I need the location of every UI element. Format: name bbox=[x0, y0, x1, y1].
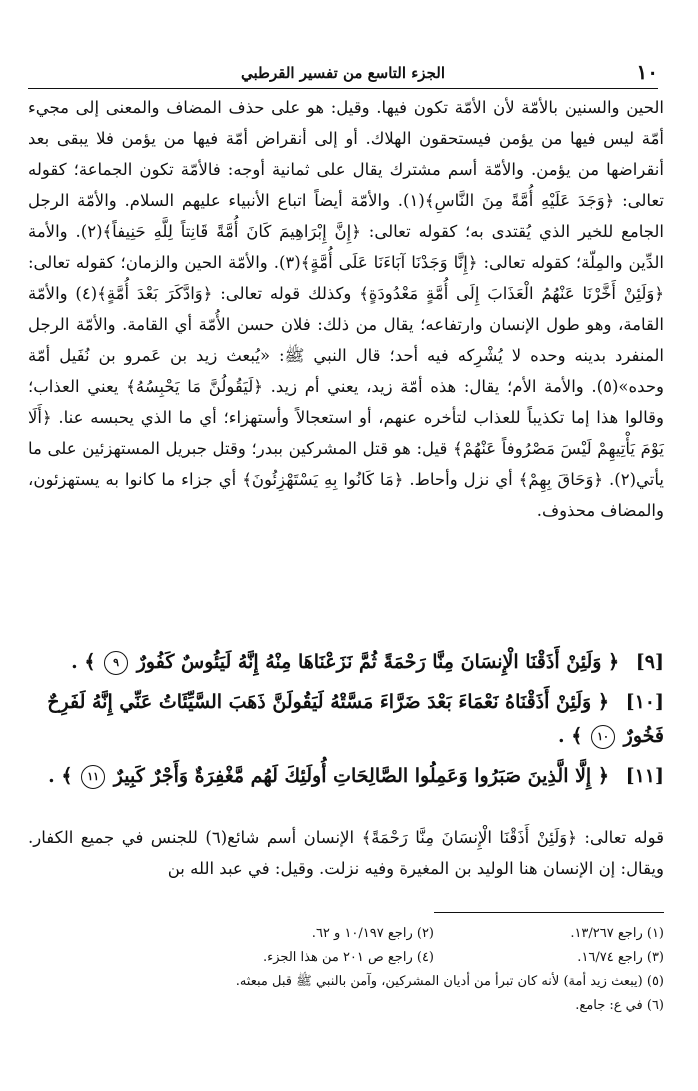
verse-number: [٩] bbox=[635, 651, 664, 673]
footnote-3: (٣) راجع ١٦/٧٤. bbox=[577, 950, 664, 965]
footnote-5: (٥) (يبعث زيد أمة) لأنه كان تبرأ من أديان المشركين، وآمن بالنبي ﷺ قبل مبعثه. bbox=[235, 974, 664, 989]
verse-text: ﴿ وَلَئِنْ أَذَقْنَاهُ نَعْمَاءَ بَعْدَ ضَرَّاءَ مَسَّتْهُ لَيَقُولَنَّ ذَهَبَ السَّيِّئَاتُ عَنِّي إِنَّهُ لَفَرِحٌ فَخُورٌ bbox=[47, 691, 664, 747]
ayah-end-marker: ١٠ bbox=[591, 725, 615, 749]
quran-verses bbox=[28, 645, 664, 799]
footnotes bbox=[28, 922, 664, 1018]
verse-close: ﴾ . bbox=[71, 651, 96, 673]
verse-10 bbox=[28, 685, 664, 753]
page-header bbox=[28, 58, 658, 89]
footnote-1: (١) راجع ١٣/٢٦٧. bbox=[570, 926, 664, 941]
footnote-2: (٢) راجع ١٠/١٩٧ و ٦٢. bbox=[311, 926, 434, 941]
verse-text: ﴿ إِلَّا الَّذِينَ صَبَرُوا وَعَمِلُوا الصَّالِحَاتِ أُولَئِكَ لَهُم مَّغْفِرَةٌ وَأَجْرٌ كَبِيرٌ bbox=[113, 765, 609, 787]
verse-11 bbox=[28, 759, 664, 793]
verse-close: ﴾ . bbox=[558, 725, 583, 747]
running-title: الجزء التاسع من تفسير القرطبي bbox=[241, 64, 445, 82]
verse-9 bbox=[28, 645, 664, 679]
footnote-row bbox=[28, 946, 664, 970]
verse-number: [١٠] bbox=[625, 691, 664, 713]
commentary-text bbox=[28, 822, 664, 884]
footnote-divider bbox=[434, 912, 664, 913]
main-paragraph: الحين والسنين بالأمّة لأن الأمّة تكون فيها. وقيل: هو على حذف المضاف والمعنى إلى مجيء أمّة ليس فيها من يؤمن فيستحقون الهلاك. أو إلى أنقراض أمّة فيها من يؤمن فلا يبقى بعد أنقراضها من يؤمن. والأمّة أسم مشترك يقال على ثمانية أوجه: فالأمّة تكون الجماعة؛ كقوله تعالى: ﴿وَجَدَ عَلَيْهِ أُمَّةً مِنَ النَّاسِ﴾(١). والأمّة أيضاً اتباع الأنبياء عليهم السلام. والأمّة الرجل الجامع للخير الذي يُقتدى به؛ كقوله تعالى: ﴿إِنَّ إِبْرَاهِيمَ كَانَ أُمَّةً قَانِتاً لِلَّهِ حَنِيفاً﴾(٢). والأمة الدِّين والمِلّة؛ كقوله تعالى: ﴿إِنَّا وَجَدْنَا آبَاءَنَا عَلَى أُمَّةٍ﴾(٣). والأمّة الحين والزمان؛ كقوله تعالى: ﴿وَلَئِنْ أَخَّرْنَا عَنْهُمُ الْعَذَابَ إِلَى أُمَّةٍ مَعْدُودَةٍ﴾ وكذلك قوله تعالى: ﴿وَادَّكَرَ بَعْدَ أُمَّةٍ﴾(٤) والأمّة القامة، وهو طول الإنسان وارتفاعه؛ يقال من ذلك: فلان حسن الأُمّة أي القامة. والأمّة الرجل المنفرد بدينه وحده لا يُشْرِكه فيه أحد؛ قال النبي ﷺ: «يُبعث زيد بن عَمرو بن نُفَيل أمّة وحده»(٥). والأمة الأم؛ يقال: هذه أمّة زيد، يعني أم زيد. ﴿لَيَقُولُنَّ مَا يَحْبِسُهُ﴾ يعني العذاب؛ وقالوا هذا إما تكذيباً للعذاب لتأخره عنهم، أو استعجالاً وأستهزاء؛ أي ما الذي يحبسه عنا. ﴿أَلَا يَوْمَ يَأْتِيهِمْ لَيْسَ مَصْرُوفاً عَنْهُمْ﴾ قيل: هو قتل المشركين ببدر؛ وقتل جبريل المستهزئين على ما يأتي(٢). ﴿وَحَاقَ بِهِمْ﴾ أي نزل وأحاط. ﴿مَا كَانُوا بِهِ يَسْتَهْزِئُونَ﴾ أي جزاء ما كانوا به يستهزئون، والمضاف محذوف. bbox=[28, 98, 664, 520]
verse-number: [١١] bbox=[625, 765, 664, 787]
footnote-6: (٦) في ع: جامع. bbox=[575, 998, 664, 1013]
commentary-paragraph: قوله تعالى: ﴿وَلَئِنْ أَذَقْنَا الْإِنسَانَ مِنَّا رَحْمَةً﴾ الإنسان أسم شائع(٦) للجنس في جميع الكفار. ويقال: إن الإنسان هنا الوليد بن المغيرة وفيه نزلت. وقيل: في عبد الله بن bbox=[28, 828, 664, 878]
ayah-end-marker: ٩ bbox=[104, 651, 128, 675]
verse-close: ﴾ . bbox=[48, 765, 73, 787]
ayah-end-marker: ١١ bbox=[81, 765, 105, 789]
footnote-row bbox=[28, 922, 664, 946]
page-number: ١٠ bbox=[636, 60, 658, 84]
footnote-4: (٤) راجع ص ٢٠١ من هذا الجزء. bbox=[263, 950, 434, 965]
verse-text: ﴿ وَلَئِنْ أَذَقْنَا الْإِنسَانَ مِنَّا رَحْمَةً ثُمَّ نَزَعْنَاهَا مِنْهُ إِنَّهُ لَيَئُوسٌ كَفُورٌ bbox=[136, 651, 620, 673]
main-text bbox=[28, 92, 664, 526]
